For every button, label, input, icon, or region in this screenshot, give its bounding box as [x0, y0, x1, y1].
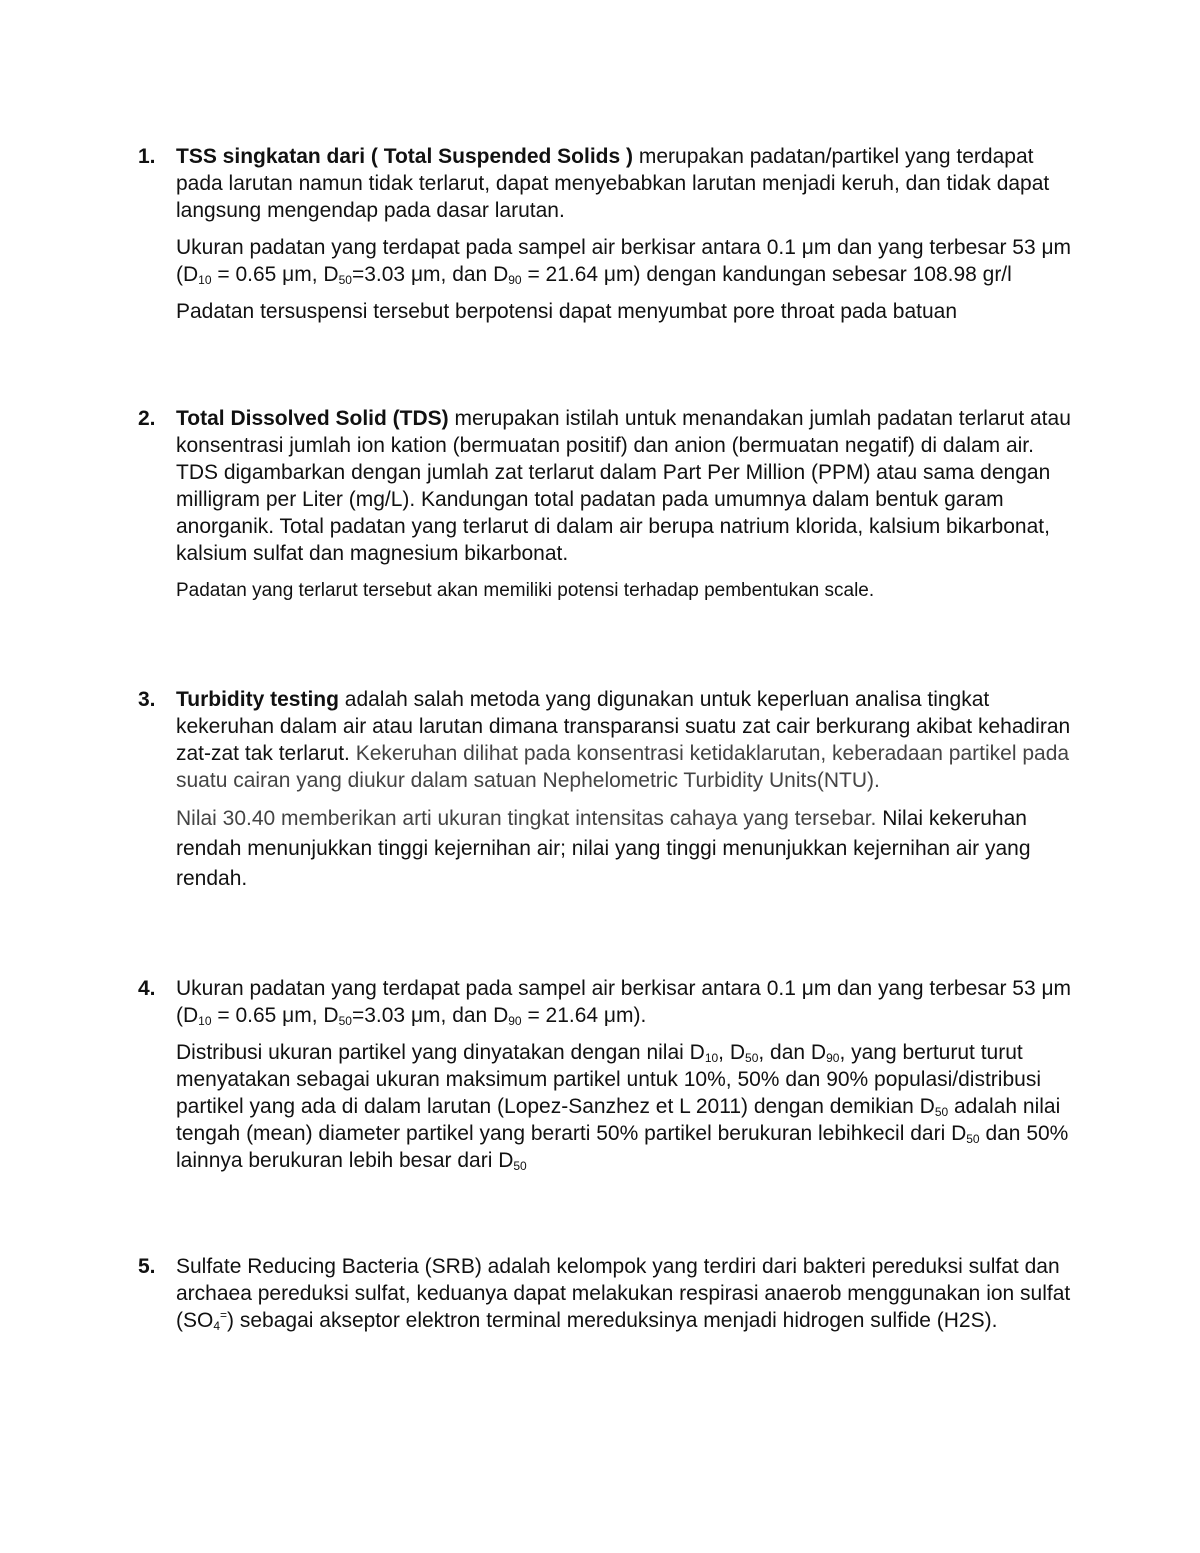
paragraph: Total Dissolved Solid (TDS) merupakan istilah untuk menandakan jumlah padatan terlarut atau konsentrasi jumlah ion kation (bermuatan positif) dan anion (bermuatan negatif) di dalam air. TDS digambarkan dengan jumlah zat terlarut dalam Part Per Million (PPM) atau sama dengan milligram per Liter (mg/L). Kandungan total padatan pada umumnya dalam bentuk garam anorganik. Total padatan yang terlarut di dalam air berupa natrium klorida, kalsium bikarbonat, kalsium sulfat dan magnesium bikarbonat. [176, 407, 1071, 565]
paragraph: Ukuran padatan yang terdapat pada sampel air berkisar antara 0.1 μm dan yang terbesar 53 μm ($D_{10} = 0.65$ μm, $D_{50}=3.03$ μm, dan $D_{90} = 21.64$ μm). [176, 977, 1072, 1028]
list-item-1 [138, 143, 1076, 325]
list-number: 1. [138, 145, 156, 168]
bold-term: TSS singkatan dari ( Total Suspended Solids ) [176, 145, 634, 168]
paragraph: Distribusi ukuran partikel yang dinyatakan dengan nilai $D_{10}$, $D_{50}$, dan $D_{90}$, yang berturut turut menyatakan sebagai ukuran maksimum partikel untuk 10%, 50% dan 90% populasi/distribusi partikel yang ada di dalam larutan (Lopez-Sanzhez et L 2011) dengan demikian $D_{50}$ adalah nilai tengah (mean) diameter partikel yang berarti 50% partikel berukuran lebihkecil dari $D_{50}$ dan 50% lainnya berukuran lebih besar dari $D_{50}$ [176, 1041, 1069, 1173]
list-item-2 [138, 405, 1076, 604]
list-item-4 [138, 975, 1076, 1174]
list-number: 3. [138, 688, 156, 711]
list-item-5 [138, 1253, 1076, 1334]
list-item-3 [138, 686, 1076, 894]
paragraph: Padatan yang terlarut tersebut akan memiliki potensi terhadap pembentukan scale. [176, 580, 875, 601]
bold-term: Total Dissolved Solid (TDS) [176, 407, 449, 430]
paragraph: Turbidity testing adalah salah metoda yang digunakan untuk keperluan analisa tingkat kekeruhan dalam air atau larutan dimana transparansi suatu zat cair berkurang akibat kehadiran zat-zat tak terlarut. Kekeruhan dilihat pada konsentrasi ketidaklarutan, keberadaan partikel pada suatu cairan yang diukur dalam satuan Nephelometric Turbidity Units(NTU). [176, 688, 1071, 792]
list-number: 5. [138, 1255, 156, 1278]
bold-term: Turbidity testing [176, 688, 339, 711]
paragraph: Sulfate Reducing Bacteria (SRB) adalah kelompok yang terdiri dari bakteri pereduksi sulfat dan archaea pereduksi sulfat, keduanya dapat melakukan respirasi anaerob menggunakan ion sulfat $(SO_4^=)$ sebagai akseptor elektron terminal mereduksinya menjadi hidrogen sulfide (H2S). [176, 1255, 1071, 1333]
list-number: 4. [138, 977, 156, 1000]
paragraph: Padatan tersuspensi tersebut berpotensi dapat menyumbat pore throat pada batuan [176, 300, 958, 323]
paragraph: Nilai 30.40 memberikan arti ukuran tingkat intensitas cahaya yang tersebar. Nilai kekeruhan rendah menunjukkan tinggi kejernihan air; nilai yang tinggi menunjukkan kejernihan air yang rendah. [176, 807, 1031, 890]
list-number: 2. [138, 407, 156, 430]
paragraph: Ukuran padatan yang terdapat pada sampel air berkisar antara 0.1 μm dan yang terbesar 53 μm ($D_{10} = 0.65$ μm, $D_{50}=3.03$ μm, dan $D_{90} = 21.64$ μm) dengan kandungan sebesar 108.98 gr/l [176, 236, 1072, 287]
paragraph: TSS singkatan dari ( Total Suspended Solids ) merupakan padatan/partikel yang terdapat pada larutan namun tidak terlarut, dapat menyebabkan larutan menjadi keruh, dan tidak dapat langsung mengendap pada dasar larutan. [176, 145, 1050, 222]
